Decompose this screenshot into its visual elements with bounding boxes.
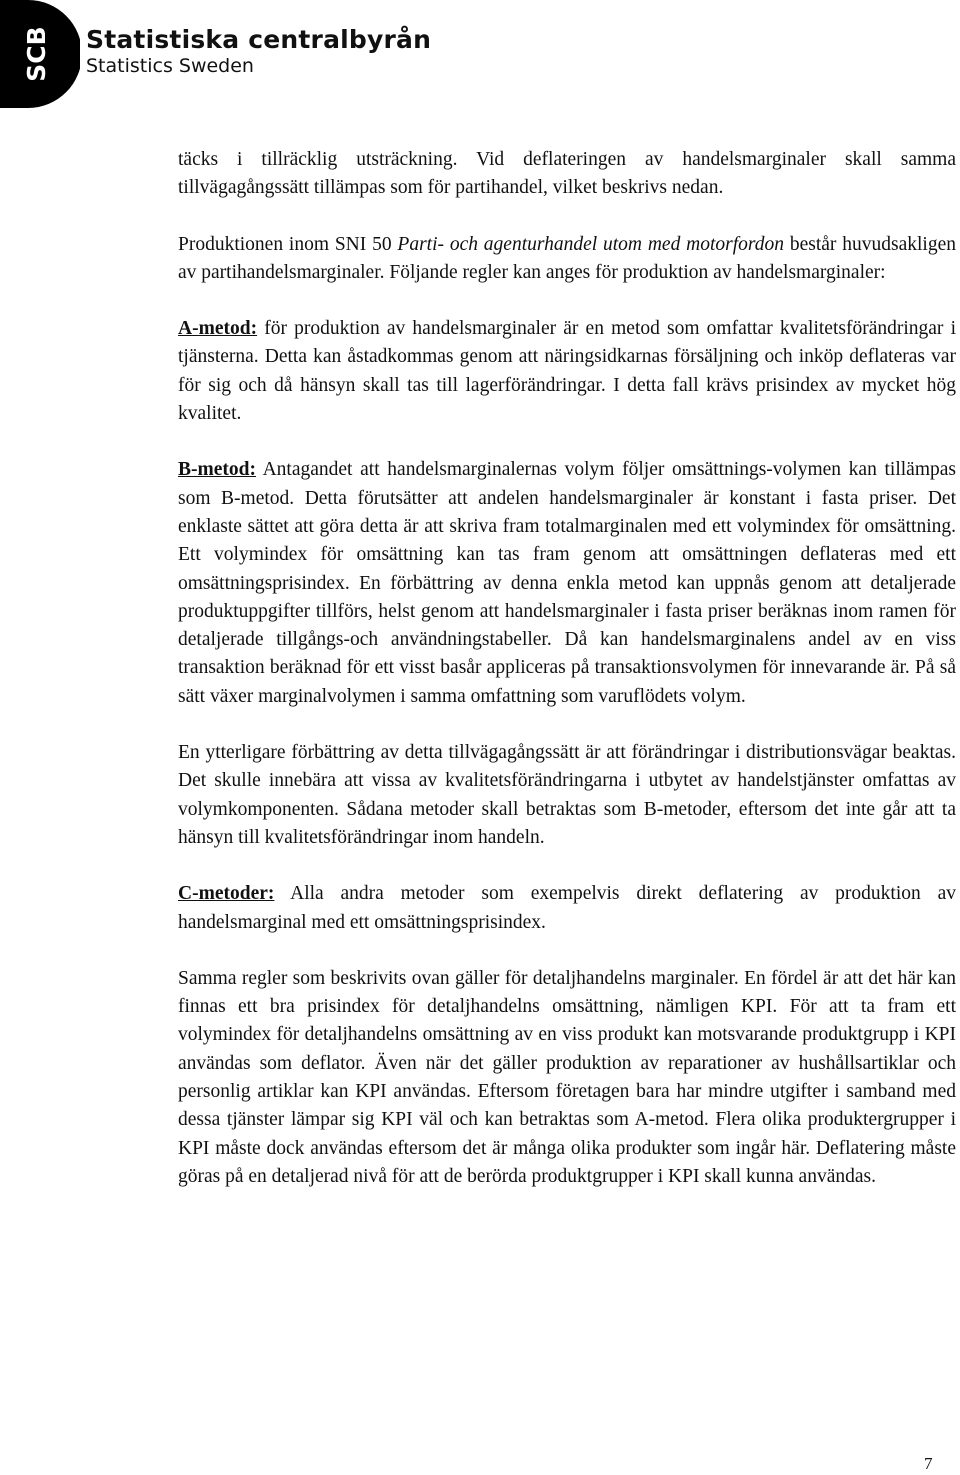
a-method-term: A-metod: — [178, 318, 258, 340]
paragraph-c-methods — [178, 880, 956, 937]
page-number: 7 — [924, 1454, 933, 1473]
document-body — [178, 146, 956, 1218]
organization-name: Statistiska centralbyrån — [86, 25, 432, 54]
paragraph-retail-margins: Samma regler som beskrivits ovan gäller för detaljhandelns marginaler. En fördel är att det här kan finnas ett bra prisindex för detaljhandelns omsättning, nämligen KPI. För att ta fram ett volymindex för detaljhandelns omsättning av en viss produkt kan motsvarande produktgrupp i KPI användas som deflator. Även när det gäller produktion av reparationer av hushållsartiklar och personlig artiklar kan KPI användas. Eftersom företagen bara har mindre utgifter i samband med dessa tjänster lämpar sig KPI väl och kan betraktas som A-metod. Flera olika produktergrupper i KPI måste dock användas eftersom det är många olika produkter som ingår här. Deflatering måste göras på en detaljerad nivå för att de berörda produktgrupper i KPI skall kunna användas. — [178, 967, 956, 1187]
paragraph-sni50-start: Produktionen inom SNI 50 — [178, 233, 398, 255]
industry-name: Parti- och agenturhandel utom med motorfordon — [397, 233, 785, 255]
a-method-text: för produktion av handelsmarginaler är en metod som omfattar kvalitetsförändringar i tjänsterna. Detta kan åstadkommas genom att näringsidkarnas försäljning och inköp deflateras var för sig och då hänsyn skall tas till lagerförändringar. I detta fall krävs prisindex av mycket hög kvalitet. — [178, 318, 956, 425]
b-method-term: B-metod: — [178, 459, 256, 481]
paragraph-a-method — [178, 315, 956, 428]
brand-block — [86, 26, 431, 77]
paragraph-sni50-end: består huvudsakligen av partihandelsmarginaler. Följande regler kan anges för produktion av handelsmarginaler: — [178, 233, 956, 283]
scb-logo — [0, 0, 80, 108]
paragraph-distribution-channels: En ytterligare förbättring av detta tillvägagångssätt är att förändringar i distributionsvägar beaktas. Det skulle innebära att vissa av kvalitetsförändringarna i utbytet av handelstjänster omfattas av volymkomponenten. Sådana metoder skall betraktas som B-metoder, eftersom det inte går att ta hänsyn till kvalitetsförändringar inom handeln. — [178, 742, 956, 848]
organization-name-english: Statistics Sweden — [86, 55, 254, 77]
c-methods-term: C-metoder: — [178, 883, 275, 905]
logo-letters: SCB — [22, 26, 51, 82]
paragraph-b-method — [178, 456, 956, 711]
b-method-text: Antagandet att handelsmarginalernas volym följer omsättnings-volymen kan tillämpas som B-metod. Detta förutsätter att andelen handelsmarginaler är konstant i fasta priser. Det enklaste sättet att göra detta är att skriva fram totalmarginalen med ett volymindex för omsättning. Ett volymindex för omsättning kan tas fram genom att omsättningen deflateras med ett omsättningsprisindex. En förbättring av denna enkla metod kan uppnås genom att detaljerade produktuppgifter tillförs, helst genom att handelsmarginaler i fasta priser beräknas inom ramen för detaljerade tillgångs-och användningstabeller. Då kan handelsmarginalens andel av en viss transaktion beräknad för ett visst basår appliceras på transaktionsvolymen för innevarande är. På så sätt växer marginalvolymen i samma omfattning som varuflödets volym. — [178, 459, 956, 707]
page-header — [0, 0, 960, 110]
paragraph-sni50 — [178, 231, 956, 288]
c-methods-text: Alla andra metoder som exempelvis direkt deflatering av produktion av handelsmarginal med ett omsättningsprisindex. — [178, 883, 956, 933]
paragraph-deflation-intro: täcks i tillräcklig utsträckning. Vid deflateringen av handelsmarginaler skall samma tillvägagångssätt tillämpas som för partihandel, vilket beskrivs nedan. — [178, 149, 956, 199]
